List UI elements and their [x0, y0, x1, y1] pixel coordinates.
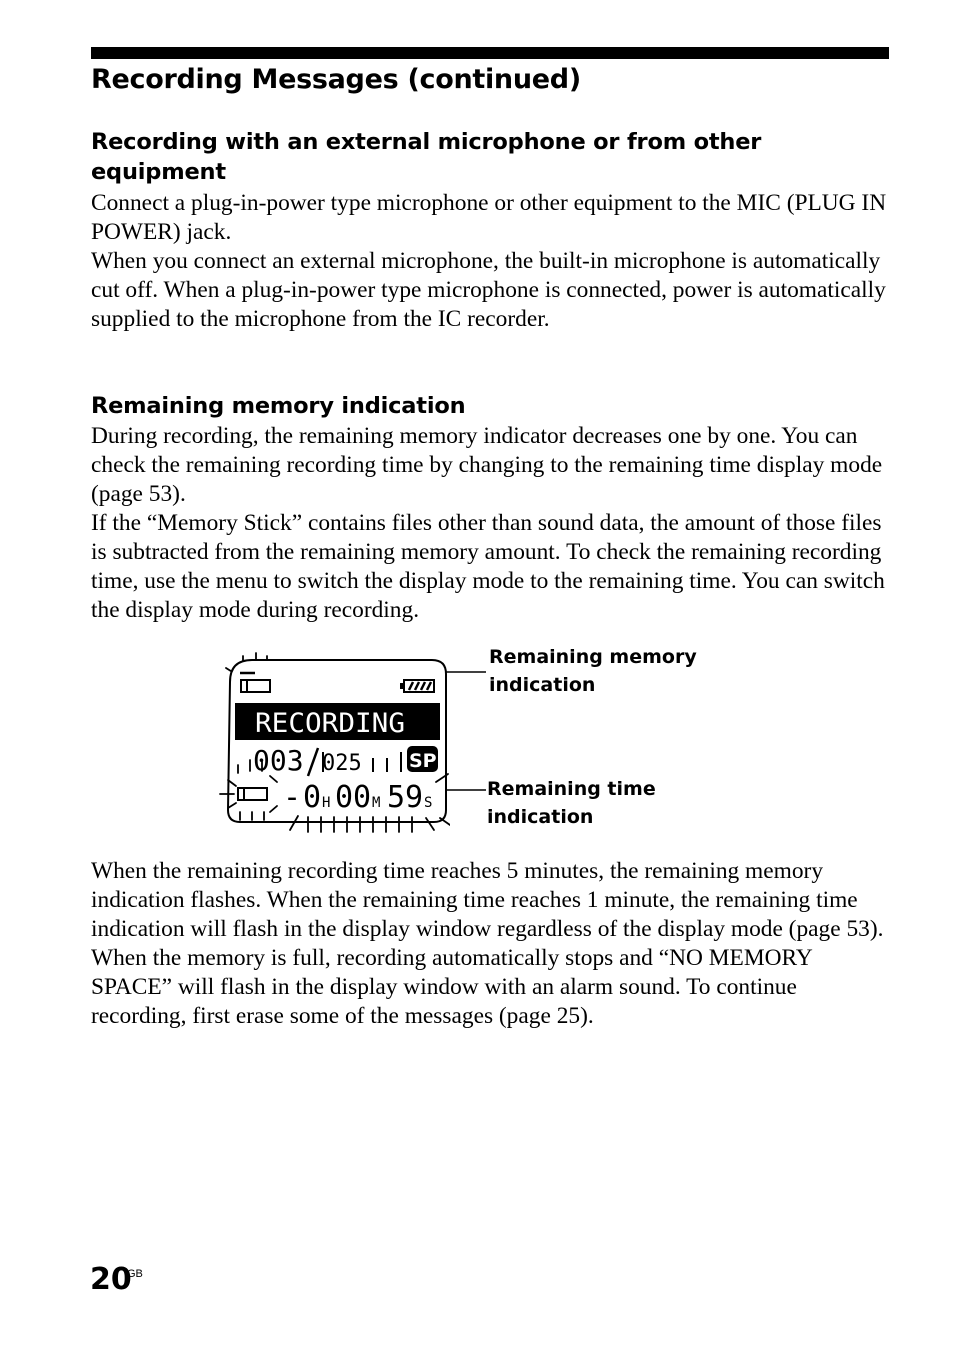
svg-text:H: H [322, 795, 331, 811]
page-number: 20 [90, 1262, 132, 1297]
paragraph-memory-stick-files: If the “Memory Stick” contains files other than sound data, the amount of those files is subtracted from the remaining memory amount. To check the remaining recording time, use the menu to switch the display mode to the remaining time. You can switch the display mode during recording. [91, 510, 885, 623]
svg-text:59: 59 [387, 780, 424, 815]
svg-text:-: - [283, 780, 302, 815]
lcd-display-illustration [210, 640, 450, 840]
svg-text:S: S [424, 795, 433, 811]
svg-text:0: 0 [303, 780, 322, 815]
sp-mode-text: SP [409, 750, 437, 772]
subheading-remaining-memory: Remaining memory indication [91, 393, 466, 419]
current-message-number: 003 [253, 744, 304, 777]
display-window-figure [210, 640, 710, 840]
page-region-suffix: GB [127, 1268, 143, 1280]
svg-text:00: 00 [335, 780, 372, 815]
subheading-external-microphone: Recording with an external microphone or from other equipment [91, 129, 762, 185]
callout-remaining-memory: Remaining memory indication [489, 646, 697, 696]
battery-icon [400, 680, 434, 692]
paragraph-remaining-time-flash: When the remaining recording time reaches 5 minutes, the remaining memory indication flashes. When the remaining time reaches 1 minute, the remaining time indication will flash in the display window regardless of the display mode (page 53). When the memory is full, recording automatically stops and “NO MEMORY SPACE” will flash in the display window with an alarm sound. To continue recording, first erase some of the messages (page 25). [91, 858, 884, 1029]
paragraph-memory-decreases: During recording, the remaining memory indicator decreases one by one. You can check the remaining recording time by changing to the remaining time display mode (page 53). [91, 423, 883, 507]
recording-status-text: RECORDING [255, 708, 405, 739]
paragraph-builtin-mic-cutoff: When you connect an external microphone, the built-in microphone is automatically cut off. When a plug-in-power type microphone is connected, power is automatically supplied to the microphone from the IC recorder. [91, 248, 886, 332]
top-rule [91, 47, 889, 59]
paragraph-connect-microphone: Connect a plug-in-power type microphone or other equipment to the MIC (PLUG IN POWER) jack. [91, 190, 887, 245]
remaining-time-readout [283, 780, 432, 815]
callout-remaining-time: Remaining time indication [487, 778, 656, 828]
svg-text:M: M [372, 795, 381, 811]
page-heading: Recording Messages (continued) [91, 64, 581, 95]
total-messages-number: 025 [322, 751, 362, 776]
